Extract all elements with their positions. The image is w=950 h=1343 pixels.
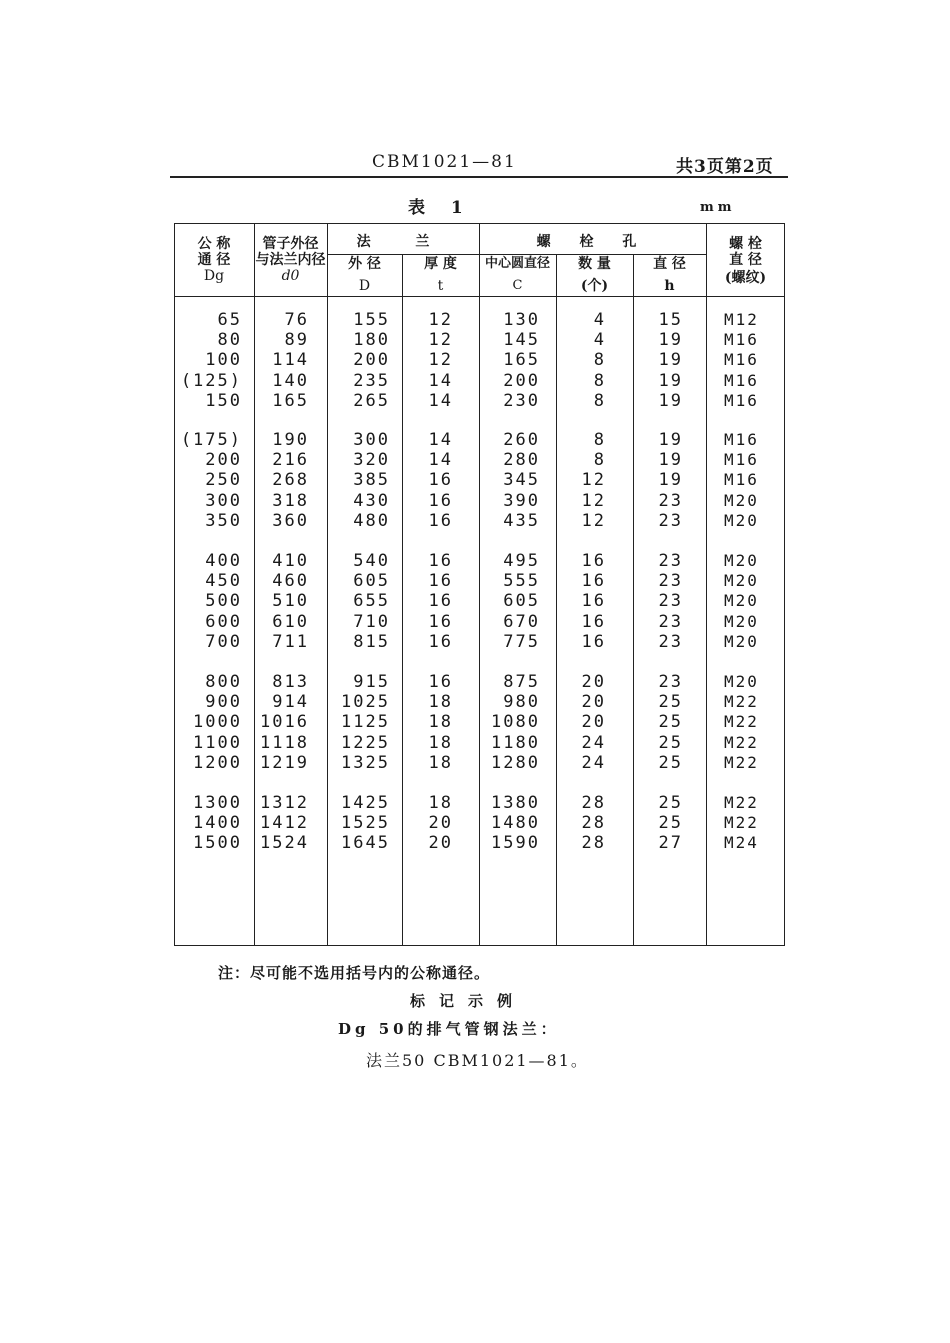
cell-pipe-od: 460: [272, 571, 309, 592]
cell-flange-od: 320: [353, 450, 390, 471]
cell-hole-count: 28: [581, 793, 606, 813]
cell-hole-count: 28: [581, 833, 606, 854]
cell-nominal-dn: (175): [180, 430, 242, 450]
cell-bolt-circle: 435: [503, 510, 540, 531]
cell-hole-diameter: 23: [658, 591, 683, 612]
cell-flange-od: 1225: [341, 732, 390, 753]
col-hole-diameter-header: 直 径 h: [653, 256, 686, 294]
cell-pipe-od: 190: [272, 430, 309, 450]
example-marking: 法兰50 CBM1021—81。: [366, 1051, 589, 1070]
col-thickness-header: 厚 度 t: [424, 256, 457, 294]
cell-flange-thickness: 16: [428, 551, 453, 571]
table-title: 表 1: [408, 198, 473, 218]
cell-pipe-od: 1219: [260, 752, 309, 773]
cell-hole-count: 20: [581, 692, 606, 713]
cell-flange-thickness: 14: [428, 370, 453, 391]
cell-flange-thickness: 16: [428, 611, 453, 632]
cell-hole-diameter: 15: [658, 310, 683, 330]
cell-hole-count: 24: [581, 752, 606, 773]
cell-flange-thickness: 18: [428, 793, 453, 813]
cell-nominal-dn: 250: [205, 470, 242, 491]
cell-flange-od: 1525: [341, 813, 390, 834]
cell-flange-od: 430: [353, 490, 390, 511]
cell-flange-thickness: 16: [428, 490, 453, 511]
cell-flange-thickness: 18: [428, 692, 453, 713]
cell-hole-diameter: 19: [658, 370, 683, 391]
cell-bolt-size: M22: [724, 793, 759, 812]
cell-hole-count: 20: [581, 672, 606, 692]
cell-flange-od: 915: [353, 672, 390, 692]
cell-bolt-circle: 495: [503, 551, 540, 571]
cell-nominal-dn: 900: [205, 692, 242, 713]
cell-flange-thickness: 12: [428, 330, 453, 351]
cell-bolt-size: M20: [724, 591, 759, 611]
cell-flange-od: 1025: [341, 692, 390, 713]
cell-flange-thickness: 14: [428, 450, 453, 471]
cell-bolt-size: M16: [724, 350, 759, 370]
cell-bolt-size: M16: [724, 430, 759, 449]
cell-flange-thickness: 12: [428, 350, 453, 371]
cell-hole-diameter: 27: [658, 833, 683, 854]
cell-hole-count: 8: [593, 430, 606, 450]
col-divider: [254, 224, 255, 945]
cell-flange-thickness: 14: [428, 390, 453, 411]
cell-bolt-circle: 165: [503, 350, 540, 371]
cell-bolt-size: M16: [724, 450, 759, 470]
cell-pipe-od: 1016: [260, 712, 309, 733]
cell-flange-od: 605: [353, 571, 390, 592]
cell-bolt-size: M22: [724, 712, 759, 732]
cell-bolt-size: M20: [724, 672, 759, 691]
cell-flange-thickness: 20: [428, 833, 453, 854]
cell-nominal-dn: 500: [205, 591, 242, 612]
cell-pipe-od: 410: [272, 551, 309, 571]
cell-nominal-dn: 150: [205, 390, 242, 411]
cell-pipe-od: 216: [272, 450, 309, 471]
cell-pipe-od: 165: [272, 390, 309, 411]
cell-nominal-dn: 700: [205, 631, 242, 652]
cell-pipe-od: 268: [272, 470, 309, 491]
cell-flange-od: 815: [353, 631, 390, 652]
cell-bolt-circle: 605: [503, 591, 540, 612]
cell-nominal-dn: 100: [205, 350, 242, 371]
cell-hole-diameter: 25: [658, 732, 683, 753]
cell-nominal-dn: 1400: [193, 813, 242, 834]
cell-pipe-od: 76: [284, 310, 309, 330]
cell-flange-od: 480: [353, 510, 390, 531]
cell-flange-thickness: 16: [428, 672, 453, 692]
col-nominal-header: 公 称 通 径 Dg: [197, 236, 231, 284]
table-note: 注：尽可能不选用括号内的公称通径。: [218, 964, 491, 982]
cell-bolt-circle: 775: [503, 631, 540, 652]
cell-bolt-circle: 1590: [491, 833, 540, 854]
col-divider: [556, 254, 557, 945]
cell-bolt-size: M20: [724, 571, 759, 591]
cell-bolt-circle: 145: [503, 330, 540, 351]
col-divider: [327, 224, 328, 945]
cell-flange-od: 655: [353, 591, 390, 612]
cell-flange-od: 200: [353, 350, 390, 371]
cell-bolt-size: M22: [724, 692, 759, 712]
cell-pipe-od: 140: [272, 370, 309, 391]
cell-hole-count: 4: [593, 330, 606, 351]
cell-hole-count: 16: [581, 631, 606, 652]
cell-nominal-dn: 200: [205, 450, 242, 471]
cell-hole-diameter: 19: [658, 470, 683, 491]
cell-bolt-size: M20: [724, 551, 759, 570]
cell-hole-count: 16: [581, 611, 606, 632]
cell-hole-count: 12: [581, 510, 606, 531]
col-bolt-size-header: 螺 栓 直 径 (螺纹): [724, 236, 767, 286]
cell-pipe-od: 1524: [260, 833, 309, 854]
cell-bolt-size: M12: [724, 310, 759, 329]
cell-flange-od: 710: [353, 611, 390, 632]
cell-hole-count: 4: [593, 310, 606, 330]
cell-bolt-size: M20: [724, 631, 759, 651]
cell-hole-count: 24: [581, 732, 606, 753]
cell-hole-diameter: 23: [658, 611, 683, 632]
group-divider: [327, 254, 706, 255]
example-title: 标记示例: [410, 992, 527, 1010]
cell-pipe-od: 711: [272, 631, 309, 652]
cell-bolt-circle: 670: [503, 611, 540, 632]
cell-bolt-size: M20: [724, 510, 759, 530]
cell-hole-diameter: 23: [658, 551, 683, 571]
cell-hole-diameter: 23: [658, 510, 683, 531]
cell-bolt-circle: 1480: [491, 813, 540, 834]
cell-bolt-circle: 345: [503, 470, 540, 491]
col-divider: [479, 224, 480, 945]
cell-flange-od: 385: [353, 470, 390, 491]
cell-pipe-od: 318: [272, 490, 309, 511]
cell-flange-thickness: 16: [428, 571, 453, 592]
cell-hole-count: 20: [581, 712, 606, 733]
cell-bolt-circle: 1180: [491, 732, 540, 753]
cell-bolt-size: M22: [724, 813, 759, 833]
cell-hole-count: 8: [593, 390, 606, 411]
cell-nominal-dn: 300: [205, 490, 242, 511]
cell-hole-diameter: 23: [658, 672, 683, 692]
cell-pipe-od: 914: [272, 692, 309, 713]
cell-flange-od: 265: [353, 390, 390, 411]
bolt-hole-group-header: 螺 栓 孔: [536, 234, 649, 250]
header-bottom-rule: [175, 296, 784, 297]
cell-bolt-circle: 980: [503, 692, 540, 713]
cell-nominal-dn: 450: [205, 571, 242, 592]
standard-code: CBM1021—81: [372, 152, 517, 172]
col-divider: [402, 254, 403, 945]
cell-hole-diameter: 25: [658, 813, 683, 834]
cell-hole-diameter: 23: [658, 490, 683, 511]
example-description: Dg 50的排气管钢法兰：: [338, 1020, 560, 1038]
cell-bolt-circle: 230: [503, 390, 540, 411]
cell-bolt-circle: 200: [503, 370, 540, 391]
cell-pipe-od: 813: [272, 672, 309, 692]
cell-bolt-size: M22: [724, 752, 759, 772]
cell-flange-od: 1425: [341, 793, 390, 813]
col-pipe-od-header: 管子外径 与法兰内径 d0: [255, 236, 326, 284]
cell-hole-count: 16: [581, 571, 606, 592]
cell-pipe-od: 1312: [260, 793, 309, 813]
cell-flange-thickness: 16: [428, 591, 453, 612]
cell-bolt-circle: 875: [503, 672, 540, 692]
cell-pipe-od: 1412: [260, 813, 309, 834]
cell-hole-count: 8: [593, 450, 606, 471]
cell-bolt-size: M20: [724, 611, 759, 631]
cell-pipe-od: 89: [284, 330, 309, 351]
col-flange-od-header: 外 径 D: [348, 256, 381, 294]
cell-nominal-dn: 1300: [193, 793, 242, 813]
cell-flange-thickness: 18: [428, 732, 453, 753]
cell-pipe-od: 114: [272, 350, 309, 371]
cell-flange-od: 1125: [341, 712, 390, 733]
cell-flange-od: 300: [353, 430, 390, 450]
cell-hole-diameter: 23: [658, 631, 683, 652]
cell-nominal-dn: (125): [180, 370, 242, 391]
cell-nominal-dn: 1100: [193, 732, 242, 753]
cell-hole-diameter: 25: [658, 752, 683, 773]
cell-bolt-size: M16: [724, 390, 759, 410]
header-divider: [170, 176, 788, 178]
cell-nominal-dn: 350: [205, 510, 242, 531]
cell-bolt-circle: 1380: [491, 793, 540, 813]
cell-bolt-circle: 1280: [491, 752, 540, 773]
cell-flange-thickness: 18: [428, 752, 453, 773]
cell-flange-od: 180: [353, 330, 390, 351]
cell-hole-count: 16: [581, 551, 606, 571]
cell-hole-count: 12: [581, 470, 606, 491]
cell-flange-thickness: 18: [428, 712, 453, 733]
col-divider: [633, 254, 634, 945]
unit-label: mm: [700, 200, 736, 215]
cell-nominal-dn: 1200: [193, 752, 242, 773]
cell-bolt-size: M16: [724, 370, 759, 390]
cell-hole-diameter: 19: [658, 330, 683, 351]
cell-flange-thickness: 20: [428, 813, 453, 834]
cell-pipe-od: 610: [272, 611, 309, 632]
cell-flange-od: 1325: [341, 752, 390, 773]
cell-pipe-od: 510: [272, 591, 309, 612]
cell-hole-diameter: 25: [658, 692, 683, 713]
cell-bolt-size: M20: [724, 490, 759, 510]
cell-bolt-size: M16: [724, 330, 759, 350]
cell-nominal-dn: 600: [205, 611, 242, 632]
cell-hole-count: 12: [581, 490, 606, 511]
cell-bolt-circle: 130: [503, 310, 540, 330]
cell-hole-diameter: 19: [658, 430, 683, 450]
cell-bolt-circle: 260: [503, 430, 540, 450]
cell-flange-thickness: 16: [428, 510, 453, 531]
col-divider: [706, 224, 707, 945]
col-hole-count-header: 数 量 (个): [578, 256, 611, 294]
page-info: 共3页第2页: [676, 157, 774, 177]
cell-hole-diameter: 25: [658, 793, 683, 813]
cell-hole-diameter: 25: [658, 712, 683, 733]
cell-hole-diameter: 19: [658, 450, 683, 471]
cell-bolt-circle: 280: [503, 450, 540, 471]
cell-nominal-dn: 800: [205, 672, 242, 692]
cell-bolt-circle: 390: [503, 490, 540, 511]
cell-hole-count: 16: [581, 591, 606, 612]
cell-nominal-dn: 65: [217, 310, 242, 330]
cell-flange-od: 155: [353, 310, 390, 330]
cell-hole-diameter: 19: [658, 350, 683, 371]
cell-hole-count: 28: [581, 813, 606, 834]
cell-flange-thickness: 16: [428, 470, 453, 491]
cell-bolt-size: M16: [724, 470, 759, 490]
cell-flange-thickness: 12: [428, 310, 453, 330]
cell-flange-od: 235: [353, 370, 390, 391]
cell-hole-count: 8: [593, 350, 606, 371]
cell-flange-od: 1645: [341, 833, 390, 854]
cell-pipe-od: 360: [272, 510, 309, 531]
flange-group-header: 法 兰: [356, 234, 450, 250]
cell-hole-diameter: 23: [658, 571, 683, 592]
cell-hole-diameter: 19: [658, 390, 683, 411]
cell-nominal-dn: 1000: [193, 712, 242, 733]
cell-nominal-dn: 80: [217, 330, 242, 351]
cell-flange-thickness: 16: [428, 631, 453, 652]
cell-pipe-od: 1118: [260, 732, 309, 753]
cell-bolt-size: M24: [724, 833, 759, 853]
cell-nominal-dn: 400: [205, 551, 242, 571]
cell-hole-count: 8: [593, 370, 606, 391]
cell-bolt-circle: 1080: [491, 712, 540, 733]
cell-bolt-size: M22: [724, 732, 759, 752]
cell-nominal-dn: 1500: [193, 833, 242, 854]
cell-bolt-circle: 555: [503, 571, 540, 592]
col-bolt-circle-header: 中心圆直径 C: [484, 256, 550, 293]
cell-flange-od: 540: [353, 551, 390, 571]
cell-flange-thickness: 14: [428, 430, 453, 450]
